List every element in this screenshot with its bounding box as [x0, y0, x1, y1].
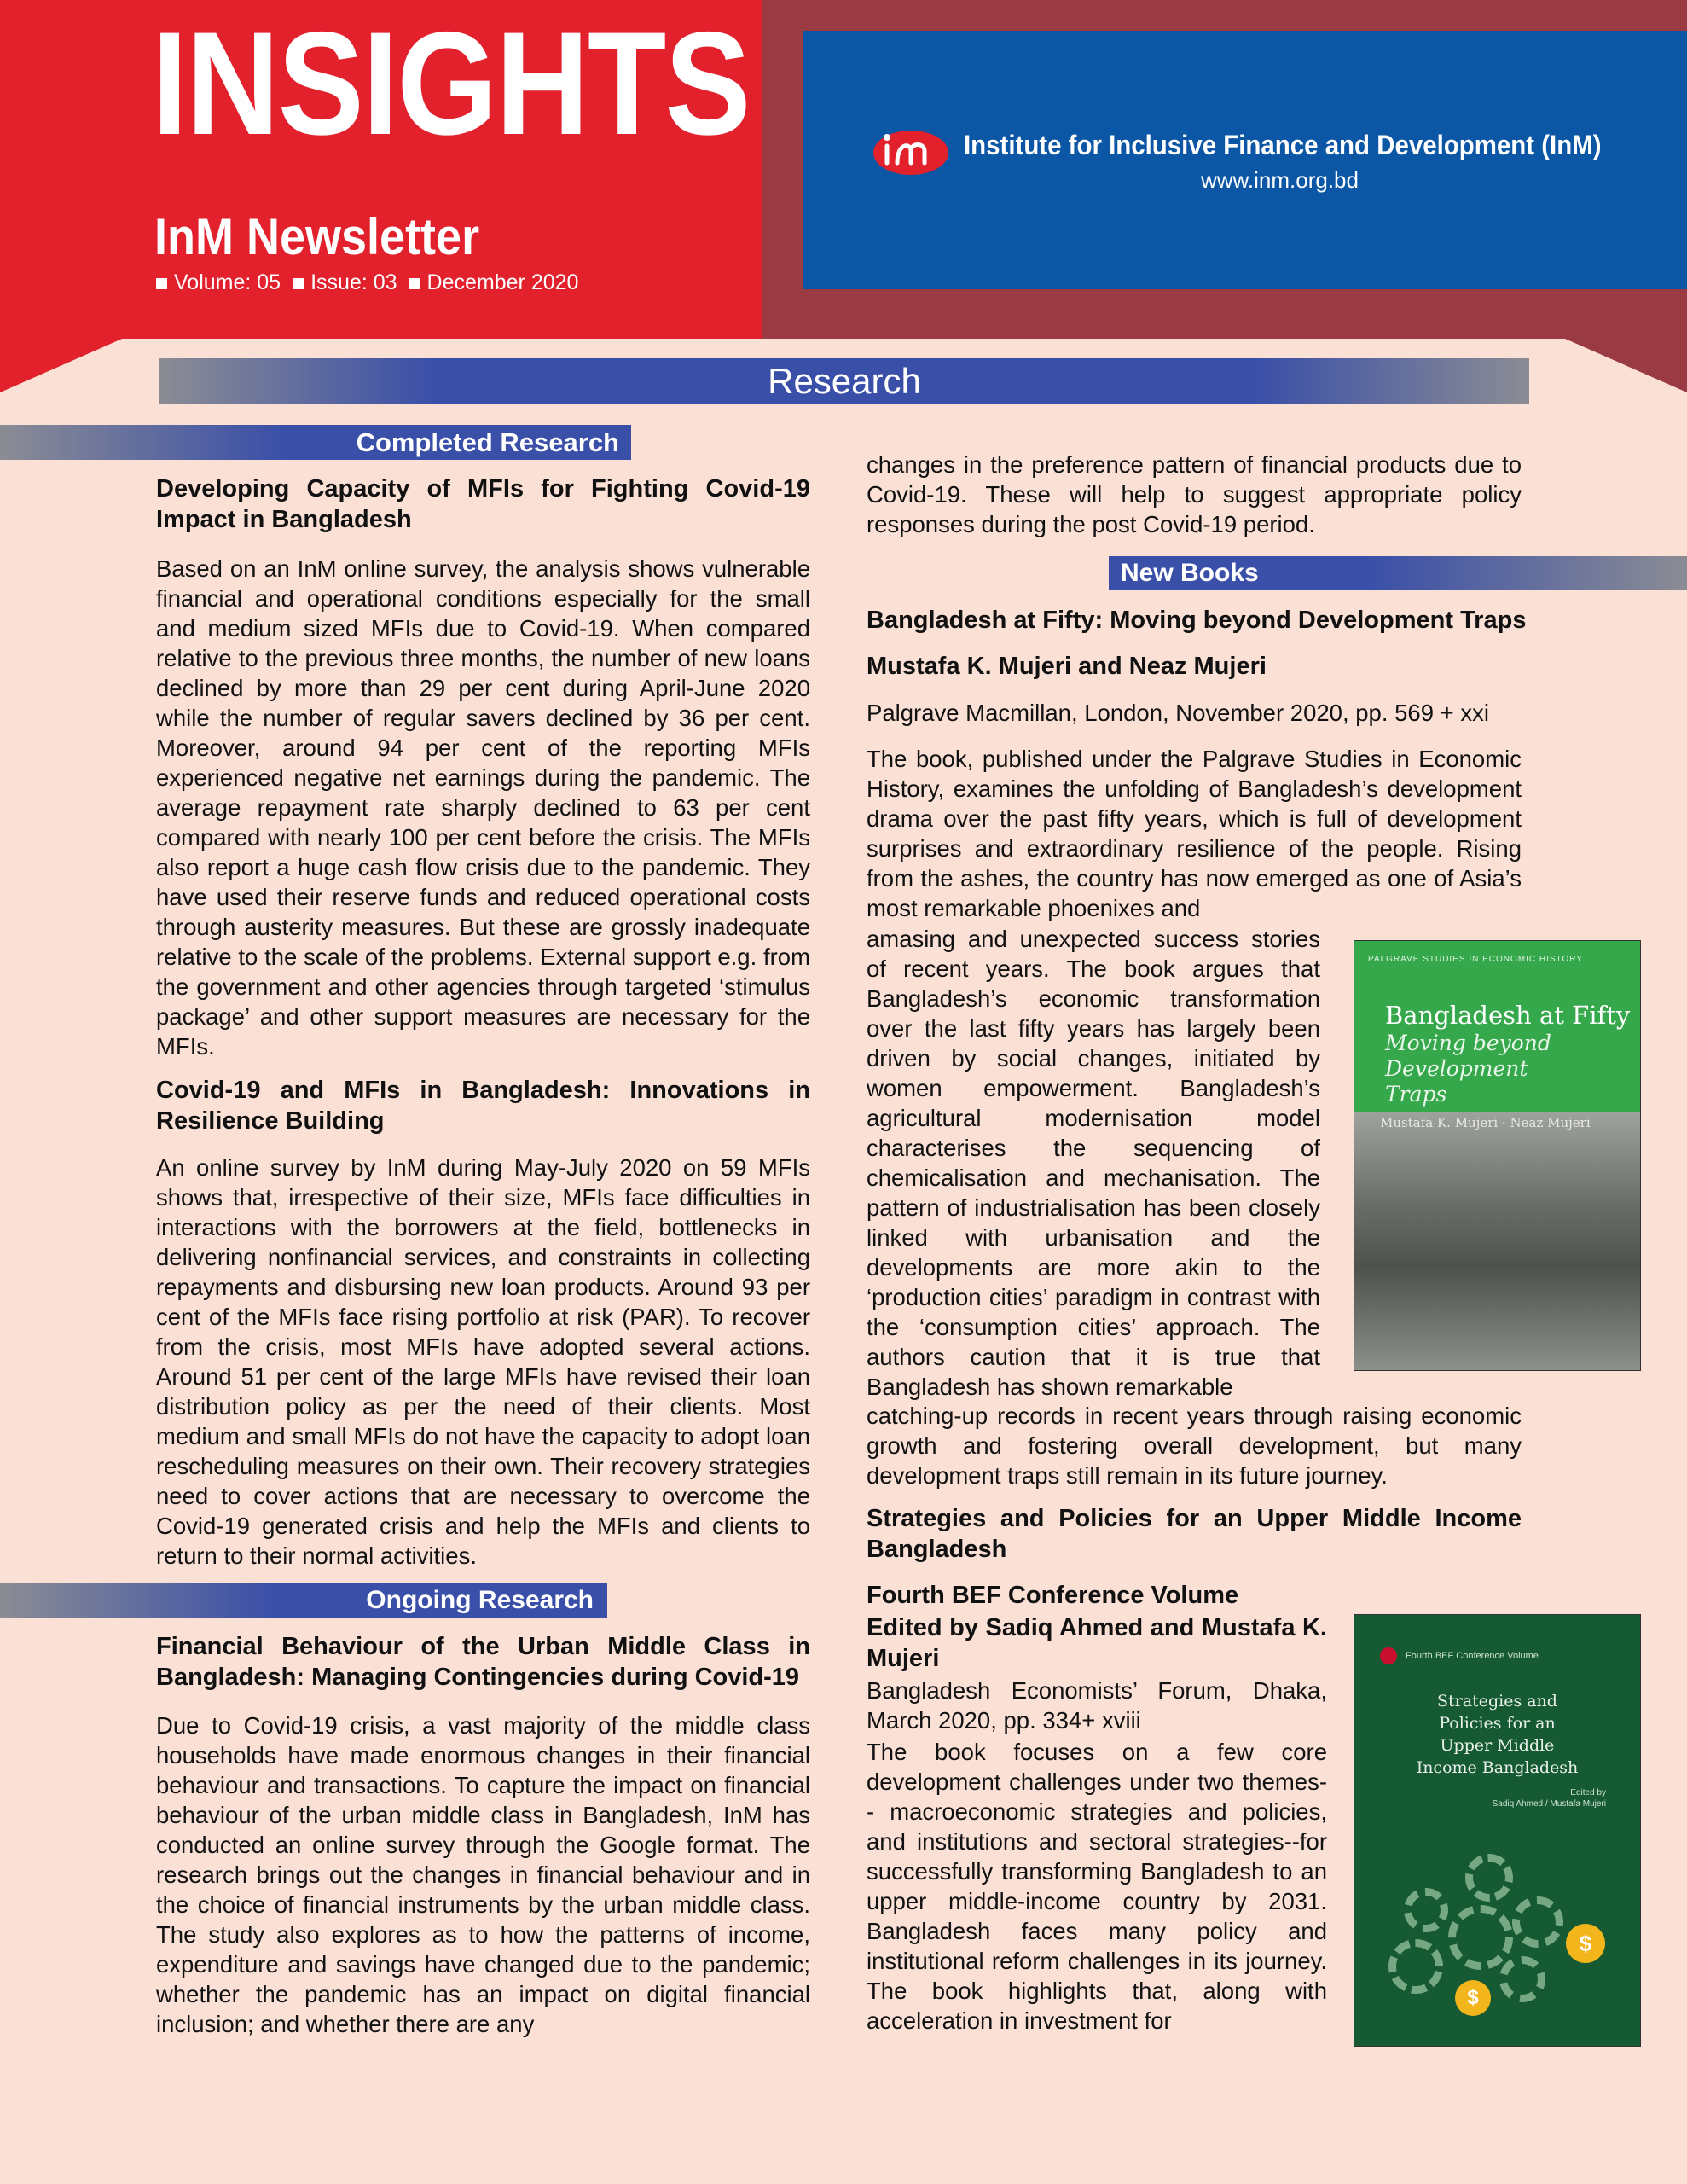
cover1-series: PALGRAVE STUDIES IN ECONOMIC HISTORY [1368, 955, 1583, 964]
article3-title: Financial Behaviour of the Urban Middle Class in Bangladesh: Managing Contingencies during Covid-19 [156, 1633, 810, 1691]
gear-icon [1448, 1905, 1513, 1970]
book1-authors: Mustafa K. Mujeri and Neaz Mujeri [867, 653, 1267, 680]
dollar-coin-icon: $ [1566, 1924, 1605, 1963]
newsletter-title: INSIGHTS [152, 2, 750, 166]
dollar-coin-icon: $ [1455, 1980, 1491, 2016]
article3-continued: changes in the preference pattern of financial products due to Covid-19. These will help to suggest appropriate policy responses during the post Covid-19 period. [867, 451, 1522, 537]
bangladesh-flag-icon [1380, 1647, 1397, 1664]
date-label: December 2020 [409, 270, 579, 295]
book2-editors: Edited by Sadiq Ahmed and Mustafa K. Mujeri [867, 1614, 1327, 1672]
article2-title: Covid-19 and MFIs in Bangladesh: Innovations in Resilience Building [156, 1077, 810, 1135]
cover2-edited-by: Edited by Sadiq Ahmed / Mustafa Mujeri [1492, 1788, 1606, 1809]
article1-title: Developing Capacity of MFIs for Fighting Covid-19 Impact in Bangladesh [156, 475, 810, 533]
article2-body: An online survey by InM during May-July 2020 on 59 MFIs shows that, irrespective of their size, MFIs face difficulties in interactions with the borrowers at the field, bottlenecks in delivering nonfinancial services, and constraints in collecting repayments and disbursing new loan products. Around 93 per cent of the MFIs face rising portfolio at risk (PAR). To recover from the crisis, most MFIs have adopted several actions. Around 51 per cent of the large MFIs have revised their loan distribution policy as per the need of their clients. Most medium and small MFIs do not have the capacity to adopt loan rescheduling measures on their own. Their recovery strategies need to cover actions that are necessary to overcome the Covid-19 generated crisis and help the MFIs and clients to return to their normal activities. [156, 1154, 810, 1569]
cover1-title: Bangladesh at Fifty [1385, 1001, 1631, 1030]
gear-icon [1512, 1896, 1563, 1948]
book1-para2: amasing and unexpected success stories of recent years. The book argues that Bangladesh’s economic transformation over the last fifty years has largely been driven by social changes, initiated by women empowerment. Bangladesh’s agricultural modernisation model characterises the sequencing of chemicalisation and mechanisation. The pattern of industrialisation has been closely linked with urbanisation and the developments are more akin to the ‘production cities’ paradigm in contrast with the ‘consumption cities’ approach. The authors caution that it is true that Bangladesh has shown remarkable [867, 926, 1320, 1400]
book1-publisher: Palgrave Macmillan, London, November 2020, pp. 569 + xxi [867, 700, 1489, 726]
article3-body: Due to Covid-19 crisis, a vast majority of the middle class households have made enormous changes in their financial behaviour and transactions. To capture the impact on financial behaviour of the urban middle class in Bangladesh, InM has conducted an online survey through the Google format. The research brings out the changes in financial behaviour and in the choice of financial instruments by the urban middle class. The study also explores as to how the patterns of income, expenditure and savings have changed due to the pandemic; whether the pandemic has an impact on digital financial inclusion; and whether there are any [156, 1712, 810, 2037]
gear-icon [1465, 1854, 1513, 1902]
institute-name: Institute for Inclusive Finance and Development (InM) [964, 130, 1602, 160]
newsletter-subtitle: InM Newsletter [154, 208, 480, 265]
cover1-photo [1354, 1112, 1640, 1370]
completed-research-bar: Completed Research [0, 425, 631, 460]
cover1-authors: Mustafa K. Mujeri · Neaz Mujeri [1380, 1115, 1591, 1130]
gear-icon [1499, 1956, 1545, 2002]
book1-cover-image [1354, 940, 1641, 1371]
cover2-title: Strategies and Policies for an Upper Middle Income Bangladesh [1416, 1692, 1579, 1777]
gear-icon [1388, 1939, 1443, 1994]
article1-body: Based on an InM online survey, the analysis shows vulnerable financial and operational conditions especially for the small and medium sized MFIs due to Covid-19. When compared relative to the previous three months, the number of new loans declined by more than 29 per cent during April-June 2020 while the number of regular savers declined by 36 per cent. Moreover, around 94 per cent of the reporting MFIs experienced negative net earnings during the pandemic. The average repayment rate sharply declined to 63 per cent compared with nearly 100 per cent before the crisis. The MFIs also report a huge cash flow crisis due to the pandemic. They have used their reserve funds and reduced operational costs through austerity measures. But these are grossly inadequate relative to the scale of the problems. External support e.g. from the government and other agencies through targeted ‘stimulus package’ and other support measures are necessary for the MFIs. [156, 555, 810, 1060]
ongoing-research-bar: Ongoing Research [0, 1583, 607, 1618]
book2-volume: Fourth BEF Conference Volume [867, 1582, 1239, 1609]
gear-icon [1404, 1888, 1448, 1932]
book1-title: Bangladesh at Fifty: Moving beyond Development Traps [867, 607, 1527, 634]
volume-label: Volume: 05 [156, 270, 281, 295]
new-books-bar: New Books [1109, 556, 1687, 590]
issue-meta [156, 270, 578, 295]
research-section-bar: Research [159, 358, 1529, 404]
institute-url[interactable]: www.inm.org.bd [1201, 167, 1359, 193]
issue-label: Issue: 03 [293, 270, 397, 295]
book1-para1: The book, published under the Palgrave Studies in Economic History, examines the unfolding of Bangladesh’s development drama over the past fifty years, which is full of development surprises and extraordinary resilience of the people. Rising from the ashes, the country has now emerged as one of Asia’s most remarkable phoenixes and [867, 746, 1522, 921]
cover1-subtitle: Moving beyond Development Traps [1385, 1031, 1551, 1107]
book2-title: Strategies and Policies for an Upper Middle Income Bangladesh [867, 1505, 1522, 1563]
book1-para3: catching-up records in recent years through raising economic growth and fostering overall development, but many development traps still remain in its future journey. [867, 1403, 1522, 1489]
book2-body: The book focuses on a few core development challenges under two themes-- macroeconomic strategies and policies, and institutions and sectoral strategies--for successfully transforming Bangladesh to an upper middle-income country by 2031. Bangladesh faces many policy and institutional reform challenges in its journey. The book highlights that, along with acceleration in investment for [867, 1739, 1327, 2034]
book2-cover-image [1354, 1614, 1641, 2047]
inm-logo-icon [872, 125, 951, 177]
book2-publisher: Bangladesh Economists’ Forum, Dhaka, March 2020, pp. 334+ xviii [867, 1677, 1327, 1734]
cover2-volume: Fourth BEF Conference Volume [1406, 1651, 1539, 1661]
